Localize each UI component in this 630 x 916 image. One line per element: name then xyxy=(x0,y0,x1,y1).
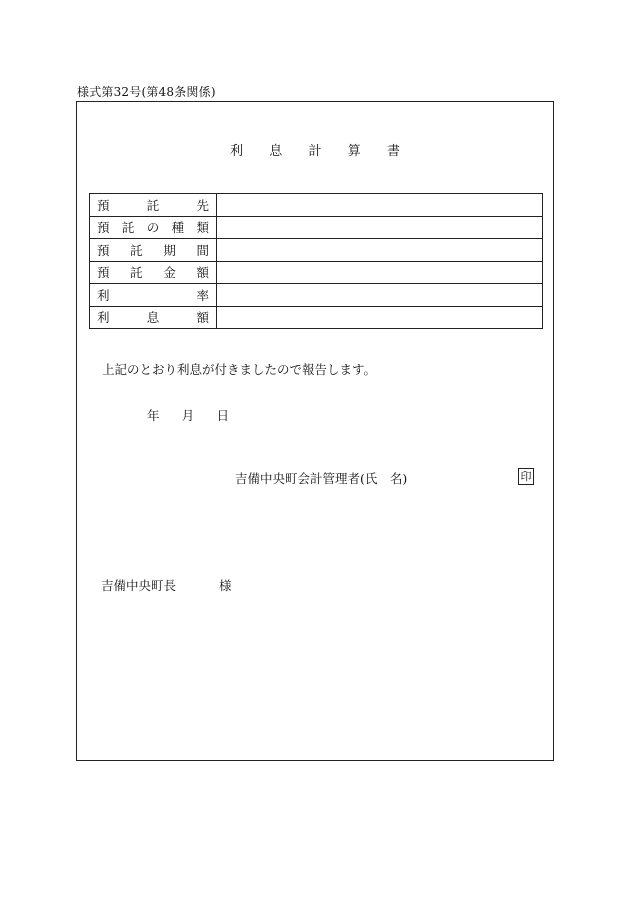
label-char: 間 xyxy=(196,242,209,258)
row-label-deposit-amount xyxy=(90,261,217,284)
report-statement: 上記のとおり利息が付きましたので報告します。 xyxy=(102,362,377,377)
label-char: 託 xyxy=(121,220,135,236)
value-cell-deposit-amount[interactable] xyxy=(217,261,543,284)
accounting-manager-name-label: 吉備中央町会計管理者(氏 名) xyxy=(235,471,408,486)
day-label: 日 xyxy=(216,408,229,423)
label-char: 託 xyxy=(146,197,160,213)
label-char: 預 xyxy=(97,197,110,213)
row-label-deposit-period xyxy=(90,239,217,262)
form-number: 様式第32号(第48条関係) xyxy=(77,85,216,99)
value-cell-depositee[interactable] xyxy=(217,194,543,217)
label-char: 託 xyxy=(130,242,143,258)
label-char: 利 xyxy=(97,287,110,303)
table-row xyxy=(90,306,543,329)
month-label: 月 xyxy=(181,408,195,423)
title-char: 息 xyxy=(269,144,283,159)
value-cell-deposit-period[interactable] xyxy=(217,239,543,262)
label-char: 預 xyxy=(97,220,110,236)
label-char: 額 xyxy=(196,265,209,281)
value-cell-deposit-type[interactable] xyxy=(217,216,543,239)
row-label-interest-rate xyxy=(90,284,217,307)
label-char: 息 xyxy=(146,310,160,326)
table-row xyxy=(90,284,543,307)
label-char: 利 xyxy=(97,310,110,326)
value-cell-interest-amount[interactable] xyxy=(217,306,543,329)
label-char: 預 xyxy=(97,265,110,281)
row-label-interest-amount xyxy=(90,306,217,329)
table-row xyxy=(90,261,543,284)
date-line xyxy=(147,406,229,424)
row-label-deposit-type xyxy=(90,216,217,239)
table-row xyxy=(90,216,543,239)
table-row xyxy=(90,239,543,262)
honorific: 様 xyxy=(219,578,232,593)
label-char: 金 xyxy=(163,265,176,281)
label-char: 預 xyxy=(97,242,110,258)
label-char: 種 xyxy=(171,220,185,236)
value-cell-interest-rate[interactable] xyxy=(217,284,543,307)
seal-mark: 印 xyxy=(518,468,534,485)
label-char: 先 xyxy=(196,197,209,213)
title-char: 利 xyxy=(230,144,244,159)
year-label: 年 xyxy=(147,408,160,423)
row-label-depositee xyxy=(90,194,217,217)
deposit-info-table xyxy=(89,193,543,329)
label-char: の xyxy=(146,220,160,236)
table-row xyxy=(90,194,543,217)
addressee: 吉備中央町長 xyxy=(101,578,177,593)
label-char: 類 xyxy=(196,220,209,236)
label-char: 額 xyxy=(196,310,209,326)
label-char: 率 xyxy=(196,287,209,303)
label-char: 託 xyxy=(130,265,143,281)
title-char: 書 xyxy=(386,144,400,159)
label-char: 期 xyxy=(163,242,176,258)
title-char: 計 xyxy=(308,144,322,159)
title-char: 算 xyxy=(347,144,361,159)
document-title xyxy=(230,140,400,159)
